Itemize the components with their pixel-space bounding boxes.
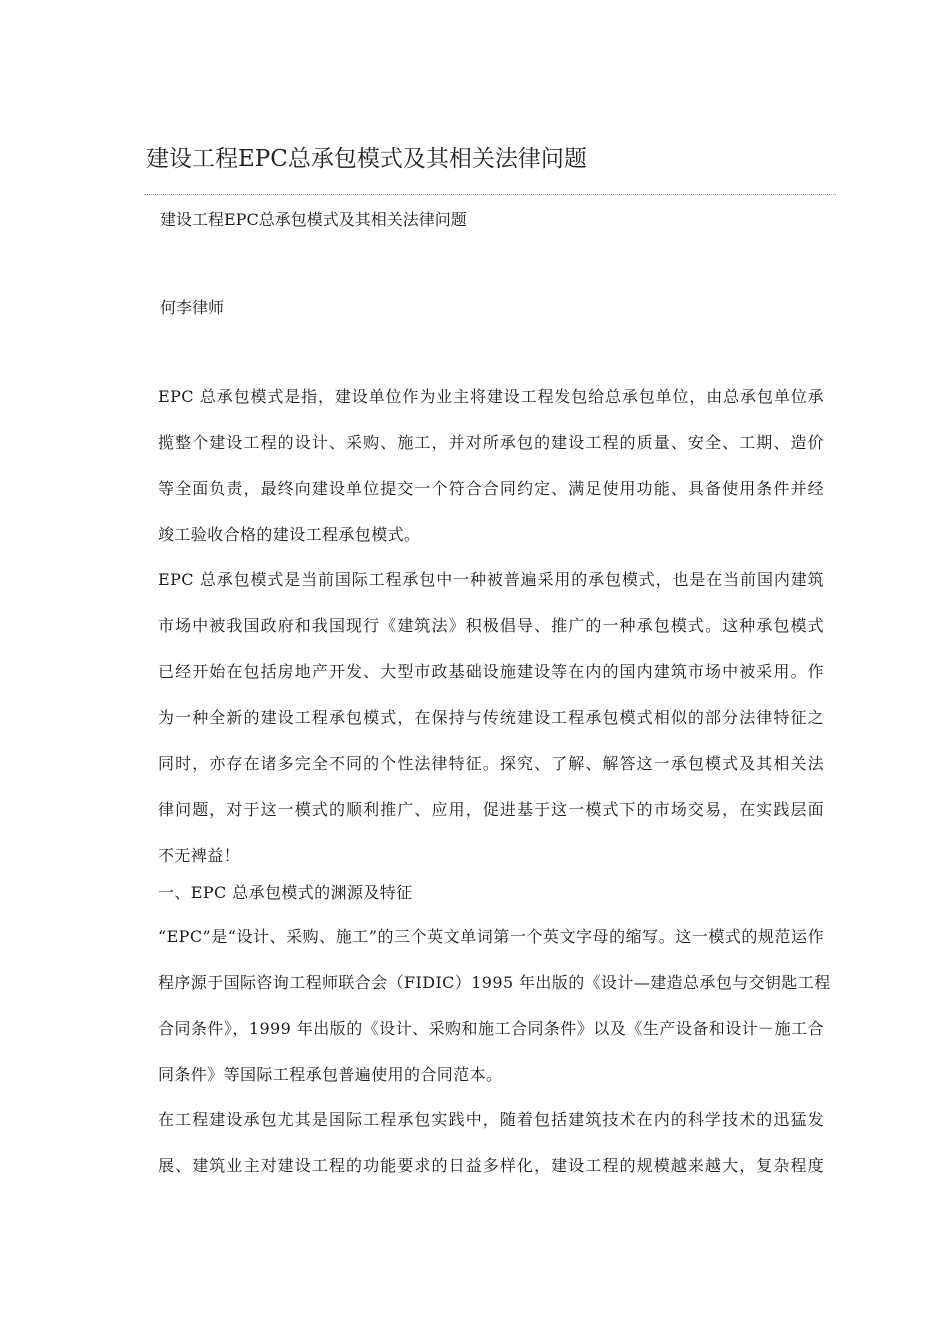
text-line: EPC 总承包模式是指，建设单位作为业主将建设工程发包给总承包单位，由总承包单位承 xyxy=(158,387,824,406)
paragraph-1 xyxy=(158,374,824,558)
text-line: 不无裨益！ xyxy=(158,846,241,865)
text-line: 律问题，对于这一模式的顺利推广、应用，促进基于这一模式下的市场交易，在实践层面 xyxy=(158,800,824,819)
text-line: 等全面负责，最终向建设单位提交一个符合合同约定、满足使用功能、具备使用条件并经 xyxy=(158,479,824,498)
text-line: 为一种全新的建设工程承包模式，在保持与传统建设工程承包模式相似的部分法律特征之 xyxy=(158,708,824,727)
text-line: 在工程建设承包尤其是国际工程承包实践中，随着包括建筑技术在内的科学技术的迅猛发 xyxy=(158,1110,824,1129)
text-line: 程序源于国际咨询工程师联合会（FIDIC）1995 年出版的《设计—建造总承包与交钥匙工程 xyxy=(158,973,831,992)
text-line: EPC 总承包模式是当前国际工程承包中一种被普遍采用的承包模式，也是在当前国内建筑 xyxy=(158,570,824,589)
text-line: “EPC”是“设计、采购、施工”的三个英文单词第一个英文字母的缩写。这一模式的规范运作 xyxy=(158,927,824,946)
text-line: 市场中被我国政府和我国现行《建筑法》积极倡导、推广的一种承包模式。这种承包模式 xyxy=(158,616,824,635)
text-line: 已经开始在包括房地产开发、大型市政基础设施建设等在内的国内建筑市场中被采用。作 xyxy=(158,662,824,681)
text-line: 合同条件》，1999 年出版的《设计、采购和施工合同条件》以及《生产设备和设计－施工合 xyxy=(158,1019,824,1038)
text-line: 同条件》等国际工程承包普遍使用的合同范本。 xyxy=(158,1065,503,1084)
text-line: 揽整个建设工程的设计、采购、施工，并对所承包的建设工程的质量、安全、工期、造价 xyxy=(158,433,824,452)
paragraph-2 xyxy=(158,557,824,879)
document-subtitle: 建设工程EPC总承包模式及其相关法律问题 xyxy=(160,210,467,229)
document-title: 建设工程EPC总承包模式及其相关法律问题 xyxy=(146,146,587,172)
section-heading xyxy=(158,870,824,916)
text-line: 竣工验收合格的建设工程承包模式。 xyxy=(158,525,421,544)
author-line: 何李律师 xyxy=(160,298,225,317)
text-line: 同时，亦存在诸多完全不同的个性法律特征。探究、了解、解答这一承包模式及其相关法 xyxy=(158,754,824,773)
text-line: 一、EPC 总承包模式的渊源及特征 xyxy=(158,883,413,902)
paragraph-3 xyxy=(158,914,831,1098)
paragraph-4 xyxy=(158,1097,824,1189)
title-divider xyxy=(144,194,836,195)
text-line: 展、建筑业主对建设工程的功能要求的日益多样化，建设工程的规模越来越大，复杂程度 xyxy=(158,1156,824,1175)
